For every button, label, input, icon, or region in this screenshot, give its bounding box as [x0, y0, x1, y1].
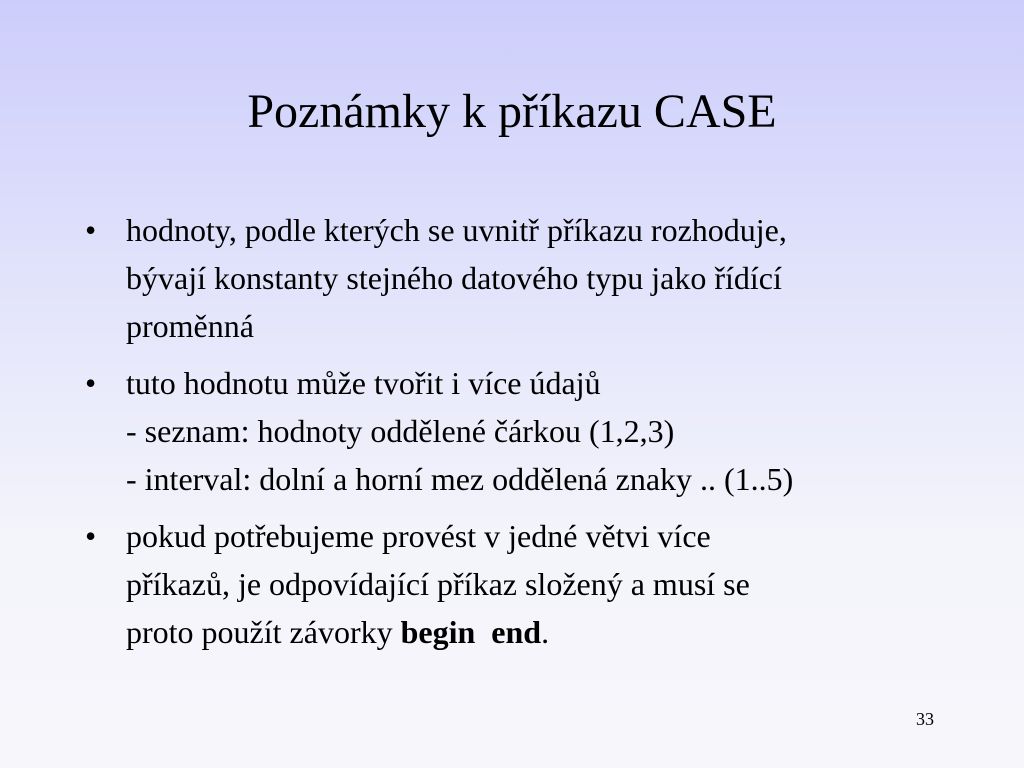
keyword-end: end — [491, 614, 542, 650]
bullet-text-line: příkazů, je odpovídající příkaz složený a musí se — [126, 566, 750, 602]
bullet-marker-icon: • — [85, 518, 97, 554]
bullet-item-compound-statement — [85, 512, 985, 656]
keyword-begin: begin — [400, 614, 476, 650]
bullet-text-line-keywords — [126, 608, 985, 656]
bullet-text-line: - seznam: hodnoty oddělené čárkou (1,2,3) — [126, 413, 675, 449]
bullet-text-line: proměnná — [126, 308, 254, 344]
bullet-text-suffix: . — [541, 614, 550, 650]
bullet-marker-icon: • — [85, 365, 97, 401]
bullet-item-multiple-values — [85, 359, 985, 503]
bullet-list — [85, 206, 985, 665]
keyword-gap — [475, 614, 491, 650]
bullet-text-line: tuto hodnotu může tvořit i více údajů — [126, 365, 601, 401]
bullet-text-line: bývají konstanty stejného datového typu jako řídící — [126, 260, 782, 296]
bullet-text-line: pokud potřebujeme provést v jedné větvi více — [126, 518, 711, 554]
bullet-item-values — [85, 206, 985, 350]
page-number: 33 — [916, 709, 934, 729]
bullet-text-line: hodnoty, podle kterých se uvnitř příkazu rozhoduje, — [126, 212, 787, 248]
bullet-text-prefix: proto použít závorky — [126, 614, 401, 650]
slide-title: Poznámky k příkazu CASE — [247, 85, 777, 138]
bullet-marker-icon: • — [85, 212, 97, 248]
bullet-text-line: - interval: dolní a horní mez oddělená znaky .. (1..5) — [126, 461, 794, 497]
